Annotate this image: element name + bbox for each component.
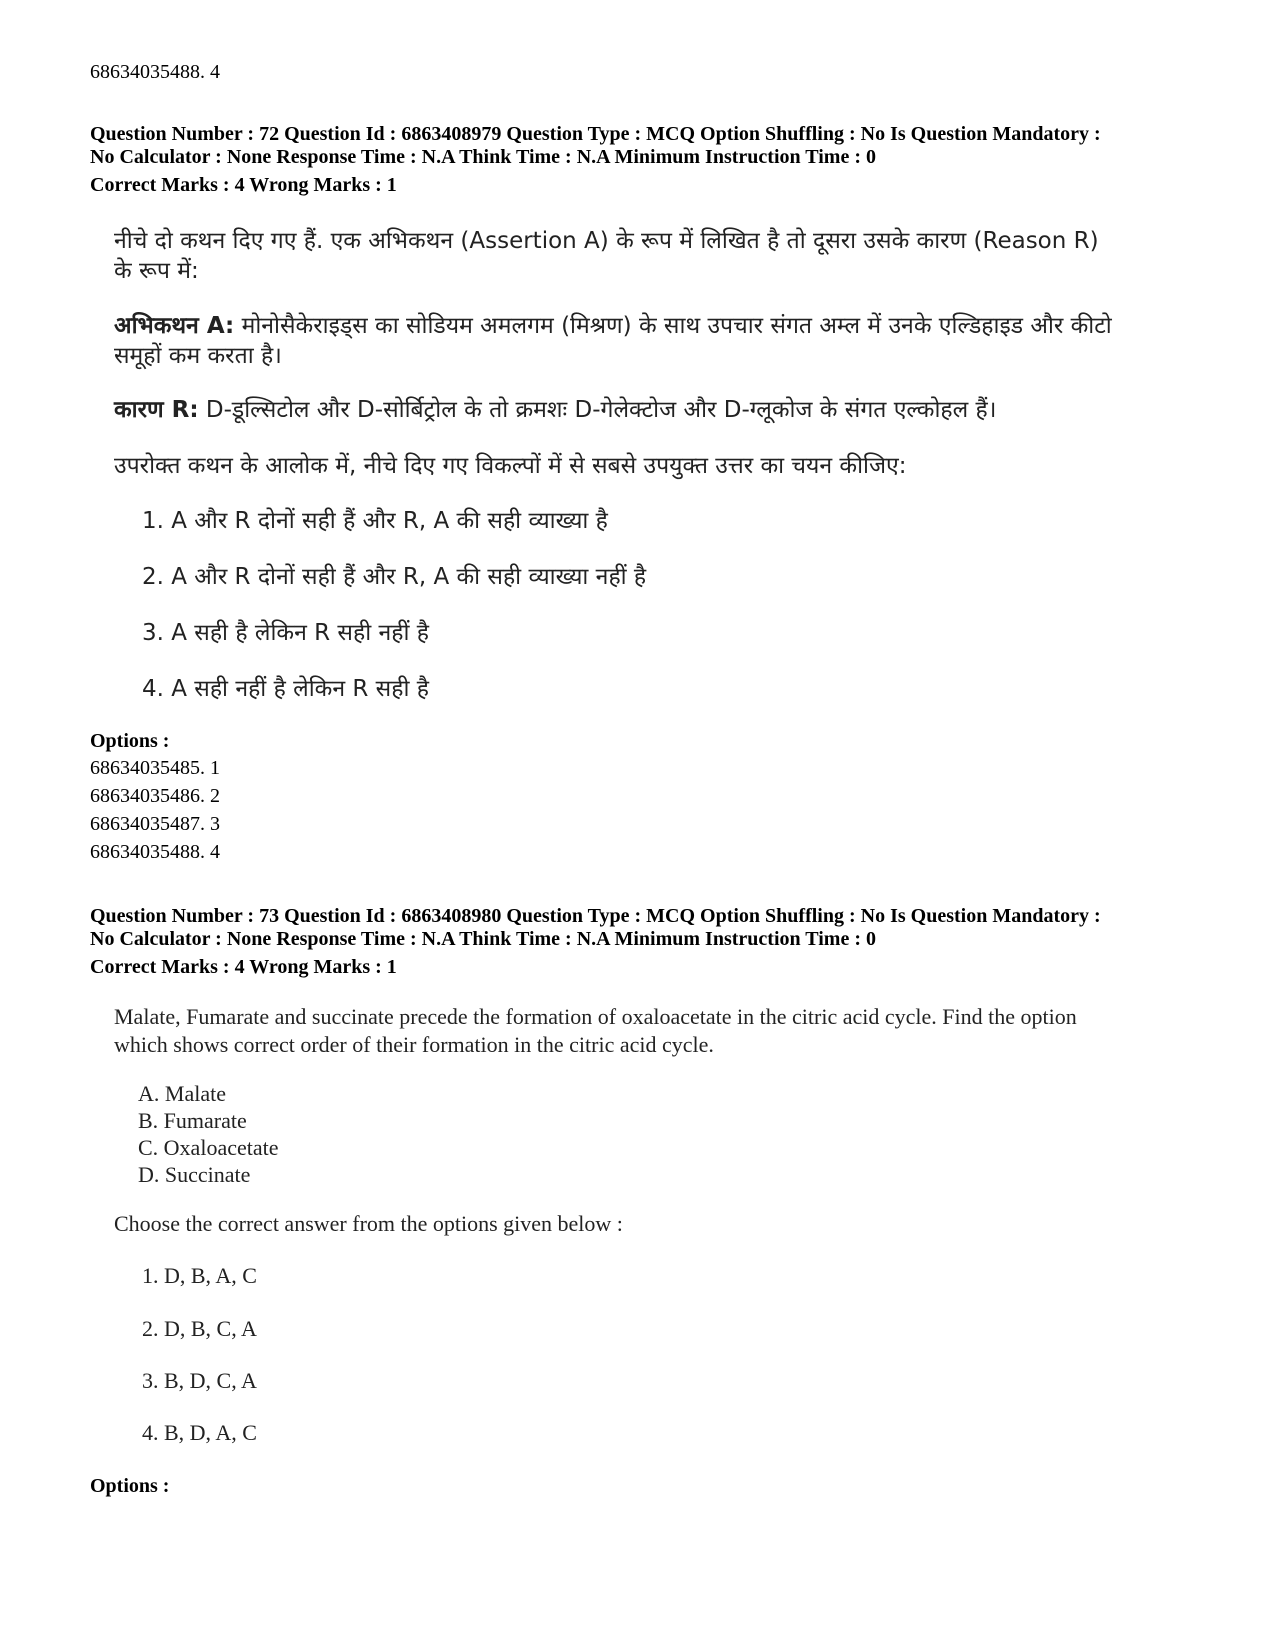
q72-choice-1: 1. A और R दोनों सही हैं और R, A की सही व्याख्या है <box>142 508 608 534</box>
q72-reason-label: कारण R: <box>114 397 199 423</box>
q72-option-2: 68634035486. 2 <box>90 785 220 807</box>
q72-reason <box>114 395 1114 425</box>
q73-choice-1: 1. D, B, A, C <box>142 1263 257 1288</box>
q72-reason-text: D-डूल्सिटोल और D-सोर्बिट्रोल के तो क्रमशः D-गेलेक्टोज और D-ग्लूकोज के संगत एल्कोहल हैं। <box>198 397 997 423</box>
q72-assertion <box>114 311 1114 371</box>
q72-choice-2: 2. A और R दोनों सही हैं और R, A की सही व्याख्या नहीं है <box>142 564 647 590</box>
q72-choice-3: 3. A सही है लेकिन R सही नहीं है <box>142 620 429 646</box>
q73-item-c: C. Oxaloacetate <box>138 1135 279 1160</box>
q73-marks: Correct Marks : 4 Wrong Marks : 1 <box>90 956 397 978</box>
q72-meta-line1: Question Number : 72 Question Id : 6863408979 Question Type : MCQ Option Shuffling : No Is Question Mandatory : <box>90 123 1101 145</box>
q72-option-4: 68634035488. 4 <box>90 841 220 863</box>
q73-choice-3: 3. B, D, C, A <box>142 1368 257 1393</box>
q73-item-a: A. Malate <box>138 1081 226 1106</box>
q73-intro: Malate, Fumarate and succinate precede the formation of oxaloacetate in the citric acid cycle. Find the option which shows correct order of their formation in the citric acid cycle. <box>114 1004 1077 1057</box>
q73-choice-4: 4. B, D, A, C <box>142 1420 257 1445</box>
q73-choice-2: 2. D, B, C, A <box>142 1316 257 1341</box>
q73-instruction: Choose the correct answer from the options given below : <box>114 1211 623 1236</box>
q72-assertion-text: मोनोसैकेराइड्स का सोडियम अमलगम (मिश्रण) के साथ उपचार संगत अम्ल में उनके एल्डिहाइड और कीटो समूहों कम करता है। <box>114 313 1112 369</box>
q72-assertion-label: अभिकथन A: <box>114 313 235 339</box>
q72-choice-4: 4. A सही नहीं है लेकिन R सही है <box>142 676 429 702</box>
previous-option-line: 68634035488. 4 <box>90 61 220 83</box>
q73-item-d: D. Succinate <box>138 1162 251 1187</box>
q73-meta-line1: Question Number : 73 Question Id : 6863408980 Question Type : MCQ Option Shuffling : No Is Question Mandatory : <box>90 905 1101 927</box>
q72-options-label: Options : <box>90 730 170 752</box>
q72-intro: नीचे दो कथन दिए गए हैं. एक अभिकथन (Assertion A) के रूप में लिखित है तो दूसरा उसके कारण (Reason R) के रूप में: <box>114 228 1099 284</box>
q73-meta-line2: No Calculator : None Response Time : N.A Think Time : N.A Minimum Instruction Time : 0 <box>90 928 876 950</box>
q72-marks: Correct Marks : 4 Wrong Marks : 1 <box>90 174 397 196</box>
q73-item-b: B. Fumarate <box>138 1108 247 1133</box>
q73-options-label: Options : <box>90 1475 170 1497</box>
q72-instruction: उपरोक्त कथन के आलोक में, नीचे दिए गए विकल्पों में से सबसे उपयुक्त उत्तर का चयन कीजिए: <box>114 453 907 479</box>
q72-meta-line2: No Calculator : None Response Time : N.A Think Time : N.A Minimum Instruction Time : 0 <box>90 146 876 168</box>
q72-option-1: 68634035485. 1 <box>90 757 220 779</box>
q72-option-3: 68634035487. 3 <box>90 813 220 835</box>
